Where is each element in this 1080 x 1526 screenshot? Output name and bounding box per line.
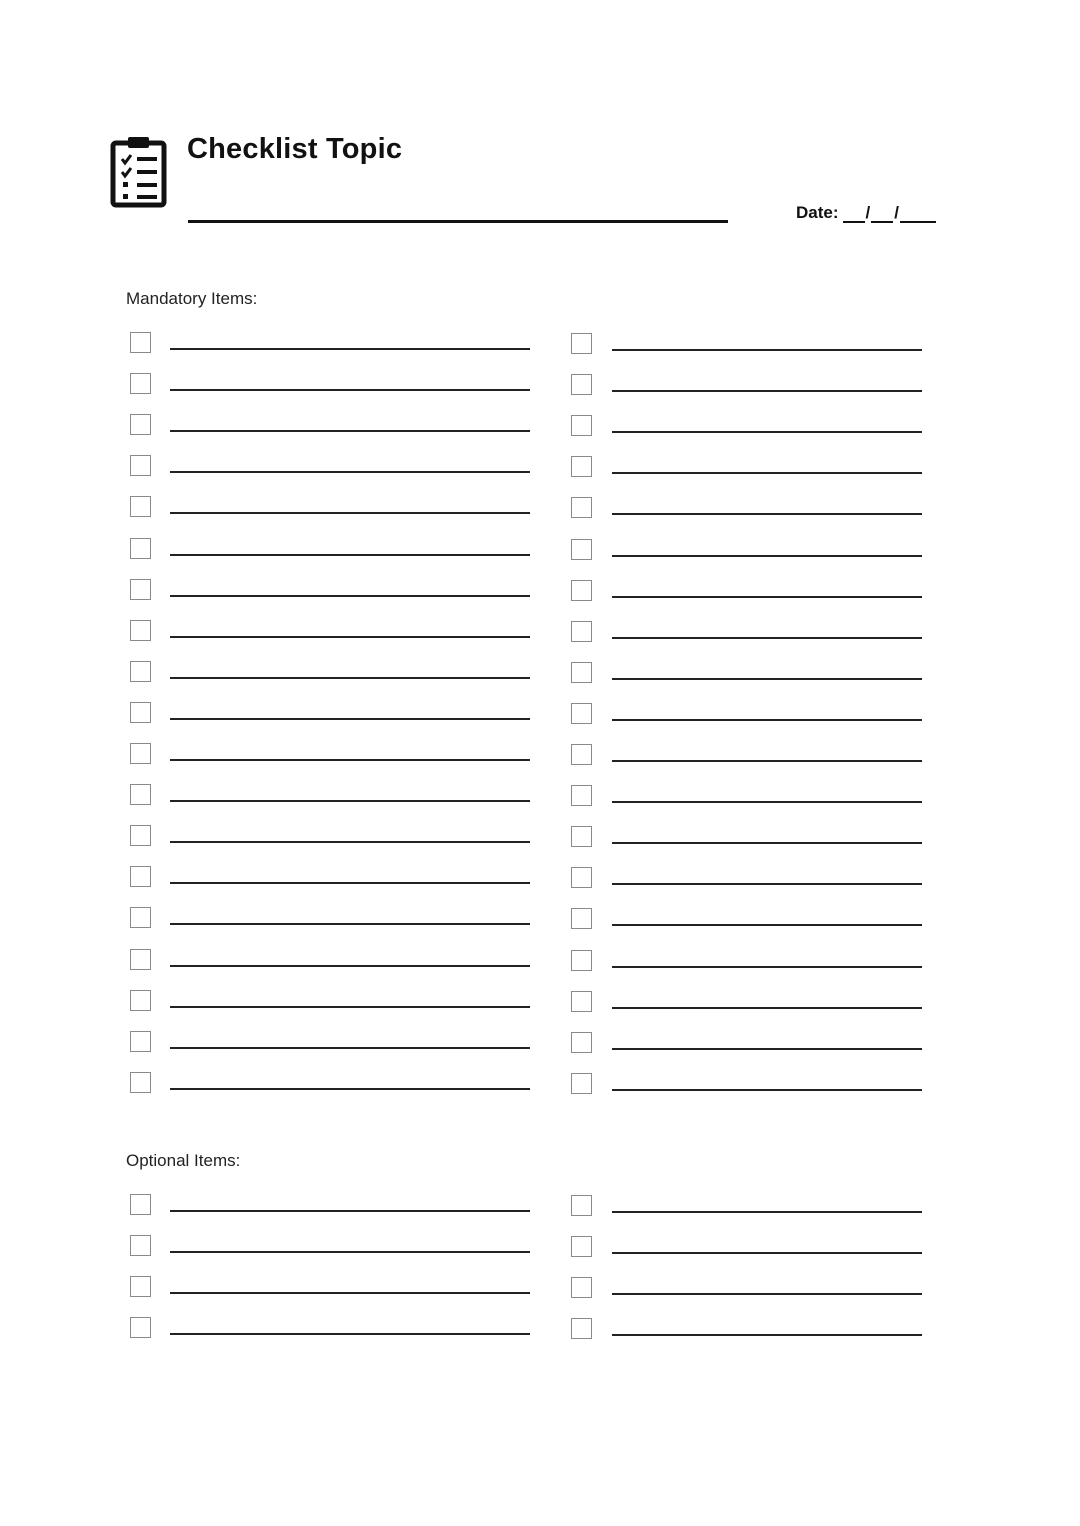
item-write-line[interactable] [612, 637, 922, 639]
item-write-line[interactable] [170, 841, 530, 843]
mandatory-item-row [130, 1031, 530, 1061]
mandatory-item-row [130, 579, 530, 609]
item-write-line[interactable] [170, 554, 530, 556]
optional-item-row [130, 1276, 530, 1306]
item-write-line[interactable] [170, 1047, 530, 1049]
optional-item-row [571, 1318, 922, 1348]
checkbox[interactable] [571, 1073, 592, 1094]
checkbox[interactable] [571, 374, 592, 395]
checkbox[interactable] [571, 1236, 592, 1257]
date-year-blank[interactable] [900, 207, 936, 223]
checkbox[interactable] [130, 1235, 151, 1256]
checkbox[interactable] [571, 867, 592, 888]
item-write-line[interactable] [170, 471, 530, 473]
checkbox[interactable] [571, 662, 592, 683]
mandatory-item-row [571, 415, 922, 445]
item-write-line[interactable] [612, 678, 922, 680]
checkbox[interactable] [571, 1277, 592, 1298]
checkbox[interactable] [130, 784, 151, 805]
checkbox[interactable] [130, 496, 151, 517]
item-write-line[interactable] [612, 760, 922, 762]
checkbox[interactable] [571, 497, 592, 518]
mandatory-item-row [571, 374, 922, 404]
item-write-line[interactable] [612, 801, 922, 803]
item-write-line[interactable] [612, 1048, 922, 1050]
checkbox[interactable] [571, 826, 592, 847]
checkbox[interactable] [130, 907, 151, 928]
checkbox[interactable] [130, 702, 151, 723]
checkbox[interactable] [571, 539, 592, 560]
item-write-line[interactable] [612, 842, 922, 844]
mandatory-items-label: Mandatory Items: [126, 289, 258, 308]
mandatory-item-row [571, 621, 922, 651]
item-write-line[interactable] [612, 1211, 922, 1213]
mandatory-item-row [571, 456, 922, 486]
item-write-line[interactable] [170, 389, 530, 391]
mandatory-item-row [571, 991, 922, 1021]
date-label: Date: [796, 203, 839, 222]
mandatory-item-row [130, 620, 530, 650]
item-write-line[interactable] [170, 965, 530, 967]
checkbox[interactable] [571, 456, 592, 477]
mandatory-item-row [130, 949, 530, 979]
item-write-line[interactable] [170, 718, 530, 720]
mandatory-item-row [571, 908, 922, 938]
mandatory-item-row [571, 703, 922, 733]
mandatory-item-row [130, 455, 530, 485]
mandatory-item-row [130, 661, 530, 691]
item-write-line[interactable] [612, 1334, 922, 1336]
checkbox[interactable] [130, 538, 151, 559]
item-write-line[interactable] [612, 349, 922, 351]
date-field[interactable] [796, 203, 936, 223]
page-title: Checklist Topic [187, 133, 403, 165]
item-write-line[interactable] [170, 1333, 530, 1335]
mandatory-item-row [130, 743, 530, 773]
checkbox[interactable] [130, 579, 151, 600]
clipboard-checklist-icon [110, 134, 168, 208]
checkbox[interactable] [571, 991, 592, 1012]
item-write-line[interactable] [170, 1251, 530, 1253]
checkbox[interactable] [571, 621, 592, 642]
item-write-line[interactable] [170, 677, 530, 679]
checkbox[interactable] [130, 1276, 151, 1297]
checkbox[interactable] [571, 333, 592, 354]
checkbox[interactable] [571, 580, 592, 601]
mandatory-item-row [571, 539, 922, 569]
mandatory-item-row [571, 867, 922, 897]
item-write-line[interactable] [170, 923, 530, 925]
checkbox[interactable] [130, 414, 151, 435]
item-write-line[interactable] [170, 348, 530, 350]
checkbox[interactable] [571, 1195, 592, 1216]
date-day-blank[interactable] [871, 207, 893, 223]
checkbox[interactable] [571, 1318, 592, 1339]
mandatory-item-row [571, 744, 922, 774]
optional-item-row [571, 1195, 922, 1225]
item-write-line[interactable] [612, 513, 922, 515]
checkbox[interactable] [571, 785, 592, 806]
checkbox[interactable] [571, 950, 592, 971]
item-write-line[interactable] [170, 1088, 530, 1090]
mandatory-item-row [130, 496, 530, 526]
checkbox[interactable] [130, 949, 151, 970]
mandatory-item-row [130, 373, 530, 403]
checkbox[interactable] [130, 743, 151, 764]
mandatory-item-row [130, 1072, 530, 1102]
checkbox[interactable] [571, 415, 592, 436]
checkbox[interactable] [130, 990, 151, 1011]
item-write-line[interactable] [612, 924, 922, 926]
optional-item-row [130, 1194, 530, 1224]
checkbox[interactable] [571, 703, 592, 724]
checkbox[interactable] [130, 332, 151, 353]
item-write-line[interactable] [170, 759, 530, 761]
item-write-line[interactable] [170, 512, 530, 514]
checkbox[interactable] [130, 1031, 151, 1052]
item-write-line[interactable] [170, 1292, 530, 1294]
item-write-line[interactable] [170, 595, 530, 597]
item-write-line[interactable] [170, 882, 530, 884]
checkbox[interactable] [571, 908, 592, 929]
checkbox[interactable] [130, 373, 151, 394]
item-write-line[interactable] [612, 719, 922, 721]
mandatory-item-row [130, 866, 530, 896]
mandatory-item-row [130, 907, 530, 937]
checkbox[interactable] [130, 825, 151, 846]
optional-item-row [130, 1317, 530, 1347]
optional-item-row [571, 1277, 922, 1307]
item-write-line[interactable] [170, 1006, 530, 1008]
optional-item-row [571, 1236, 922, 1266]
mandatory-item-row [130, 825, 530, 855]
mandatory-item-row [130, 332, 530, 362]
mandatory-item-row [130, 784, 530, 814]
mandatory-item-row [571, 785, 922, 815]
item-write-line[interactable] [612, 1293, 922, 1295]
optional-items-label: Optional Items: [126, 1151, 241, 1170]
mandatory-item-row [130, 990, 530, 1020]
mandatory-item-row [571, 950, 922, 980]
mandatory-item-row [571, 333, 922, 363]
item-write-line[interactable] [612, 1252, 922, 1254]
checkbox[interactable] [130, 866, 151, 887]
item-write-line[interactable] [170, 1210, 530, 1212]
mandatory-item-row [571, 1073, 922, 1103]
checkbox[interactable] [571, 744, 592, 765]
item-write-line[interactable] [612, 431, 922, 433]
date-separator: / [894, 203, 899, 222]
item-write-line[interactable] [612, 1089, 922, 1091]
item-write-line[interactable] [612, 1007, 922, 1009]
optional-item-row [130, 1235, 530, 1265]
mandatory-item-row [130, 414, 530, 444]
item-write-line[interactable] [612, 596, 922, 598]
mandatory-item-row [571, 662, 922, 692]
title-write-line[interactable] [188, 220, 728, 223]
checkbox[interactable] [130, 661, 151, 682]
mandatory-item-row [571, 826, 922, 856]
item-write-line[interactable] [170, 800, 530, 802]
item-write-line[interactable] [170, 430, 530, 432]
item-write-line[interactable] [612, 555, 922, 557]
mandatory-item-row [571, 497, 922, 527]
item-write-line[interactable] [612, 966, 922, 968]
item-write-line[interactable] [170, 636, 530, 638]
checkbox[interactable] [130, 455, 151, 476]
date-month-blank[interactable] [843, 207, 865, 223]
checkbox[interactable] [130, 1317, 151, 1338]
item-write-line[interactable] [612, 390, 922, 392]
mandatory-item-row [571, 1032, 922, 1062]
date-separator: / [865, 203, 871, 222]
item-write-line[interactable] [612, 472, 922, 474]
item-write-line[interactable] [612, 883, 922, 885]
checkbox[interactable] [571, 1032, 592, 1053]
mandatory-item-row [130, 538, 530, 568]
checkbox[interactable] [130, 620, 151, 641]
checkbox[interactable] [130, 1072, 151, 1093]
checkbox[interactable] [130, 1194, 151, 1215]
mandatory-item-row [571, 580, 922, 610]
mandatory-item-row [130, 702, 530, 732]
